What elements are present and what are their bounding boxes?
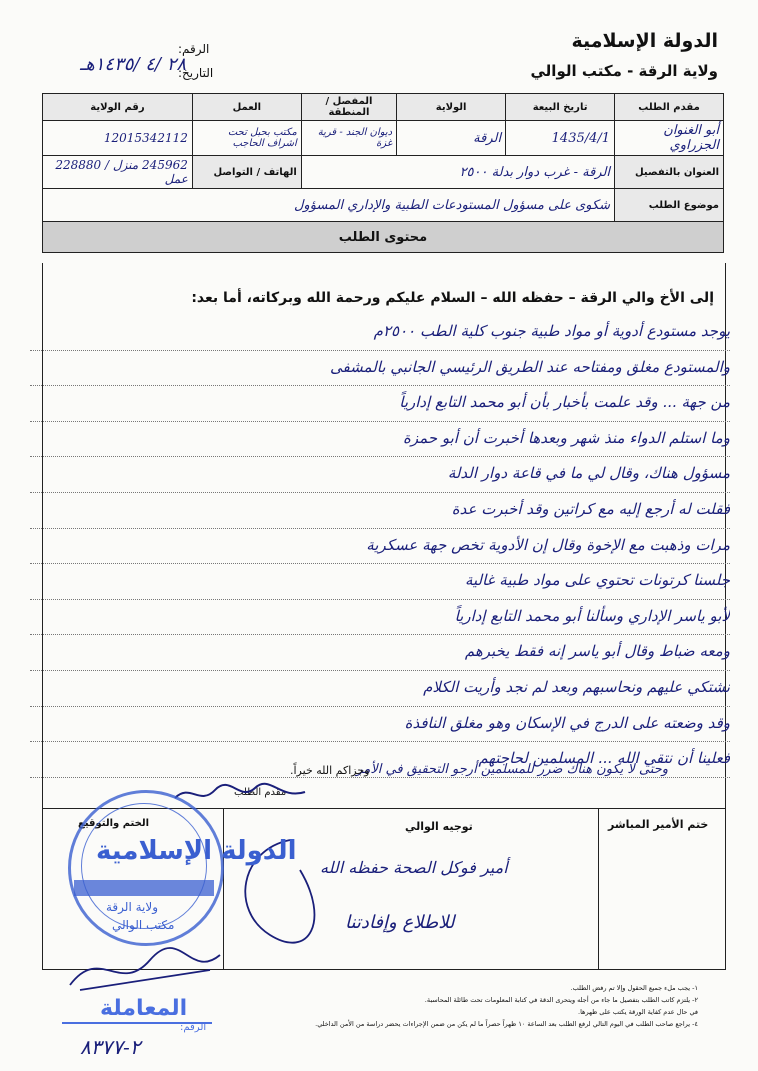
stamp-region: ولاية الرقة: [106, 900, 159, 914]
letter-line: نشتكي عليهم ونحاسبهم وبعد لم نجد وأريت الكلام: [30, 671, 730, 707]
footnote: في حال عدم كفاية الورقة يكتب على ظهرها.: [578, 1008, 698, 1016]
letter-body: [30, 315, 730, 778]
footnote: ٢- يلتزم كاتب الطلب بتفصيل ما جاء من أجله ويتحرى الدقة في كتابة المعلومات تحت طائلة المحاسبة.: [424, 996, 698, 1004]
letter-line: ومعه ضباط وقال أبو ياسر إنه فقط يخبرهم: [30, 635, 730, 671]
pledge-date-value: 1435/4/1: [506, 121, 615, 156]
footnote: ٤- يراجع صاحب الطلب في اليوم التالي لرفع الطلب بعد الساعة ١٠ ظهراً حصراً ما لم يكن من ضمن الإجراءات يحضر دراسة من الأمن الداخلي.: [315, 1020, 698, 1028]
date-label: التاريخ:: [178, 66, 214, 80]
table-row: [43, 121, 724, 156]
phone-value: 245962 منزل / 228880 عمل: [43, 156, 193, 189]
closing-text: وجزاكم الله خيراً.: [290, 764, 370, 777]
request-table: [42, 93, 724, 253]
subject-row: [43, 189, 724, 222]
letter-line: لأبو ياسر الإداري وسألنا أبو محمد التابع إدارياً: [30, 600, 730, 636]
header-district: المفصل / المنطقة: [301, 94, 396, 121]
date-value: ٢٨ /٤ /١٤٣٥هـ: [80, 54, 187, 75]
content-title-row: [43, 222, 724, 253]
letter-line: والمستودع مغلق ومفتاحه عند الطريق الرئيسي الجانبي بالمشفى: [30, 351, 730, 387]
wilayah-number-value: 12015342112: [43, 121, 193, 156]
letter-line: وما استلم الدواء منذ شهر وبعدها أخبرت أن أبو حمزة: [30, 422, 730, 458]
footnotes: [258, 982, 698, 1030]
letter-line: مرات وذهبت مع الإخوة وقال إن الأدوية تخص جهة عسكرية: [30, 529, 730, 565]
letter-line: فعلينا أن نتقي الله ... المسلمين لحاجتهم: [30, 742, 730, 778]
stamp-office: مكتب الوالي: [112, 918, 175, 932]
phone-label: الهاتف / التواصل: [192, 156, 301, 189]
letter-line: فقلت له أرجع إليه مع كراتين وقد أخبرت عدة: [30, 493, 730, 529]
subject-value: شكوى على مسؤول المستودعات الطبية والإداري المسؤول: [43, 189, 615, 222]
emir-seal-label: ختم الأمير المباشر: [608, 818, 709, 831]
work-value: مكتب بحبل تحت اشراف الحاجب: [192, 121, 301, 156]
district-value: ديوان الجند - قرية غزة: [301, 121, 396, 156]
address-value: الرقة - غرب دوار بدلة ٢٥٠٠: [301, 156, 614, 189]
transaction-stamp: المعاملة: [100, 996, 188, 1021]
salutation: إلى الأخ والي الرقة – حفظه الله – السلام عليكم ورحمة الله وبركاته، أما بعد:: [191, 290, 714, 306]
applicant-signature-label: مقدم الطلب: [234, 787, 287, 798]
header-work: العمل: [192, 94, 301, 121]
letter-line: جلسنا كرتونات تحتوي على مواد طبية غالية: [30, 564, 730, 600]
stamp-emblem-text: الدولة الإسلامية: [96, 836, 297, 866]
letter-line: يوجد مستودع أدوية أو مواد طبية جنوب كلية الطب ٢٥٠٠م: [30, 315, 730, 351]
header-pledge-date: تاريخ البيعة: [506, 94, 615, 121]
letter-line: وقد وضعته على الدرج في الإسكان وهو مغلق النافذة: [30, 707, 730, 743]
governor-directive-label: توجيه الوالي: [405, 820, 473, 833]
official-signature: [60, 940, 230, 1000]
header-applicant: مقدم الطلب: [615, 94, 724, 121]
wilayah-value: الرقة: [397, 121, 506, 156]
letter-line: مسؤول هناك، وقال لي ما في قاعة دوار الدلة: [30, 457, 730, 493]
branch-title: ولاية الرقة - مكتب الوالي: [530, 62, 718, 80]
address-row: [43, 156, 724, 189]
transaction-number-label: الرقم:: [180, 1022, 207, 1033]
letter-line: من جهة ... وقد علمت بأخبار بأن أبو محمد التابع إدارياً: [30, 386, 730, 422]
subject-label: موضوع الطلب: [615, 189, 724, 222]
directive-line-2: للاطلاع وإفادتنا: [345, 912, 455, 933]
organization-title: الدولة الإسلامية: [571, 30, 718, 52]
stamp-band: [74, 880, 214, 896]
table-header-row: [43, 94, 724, 121]
header-wilayah-number: رقم الولاية: [43, 94, 193, 121]
content-title: محتوى الطلب: [43, 222, 724, 253]
footnote: ١- يجب ملء جميع الحقول وإلا تم رفض الطلب.: [570, 984, 698, 992]
header-wilayah: الولاية: [397, 94, 506, 121]
applicant-value: أبو الغنوان الجزراوي: [615, 121, 724, 156]
letter-line-final: وحتى لا يكون هناك ضرر للمسلمين أرجو التحقيق في الأمر: [356, 762, 668, 777]
address-label: العنوان بالتفصيل: [615, 156, 724, 189]
reference-label: الرقم:: [178, 42, 210, 56]
transaction-number: ٢-٨٣٧٧: [80, 1035, 141, 1059]
directive-line-1: أمير فوكل الصحة حفظه الله: [320, 858, 508, 877]
stamp-signature-label: الختم والتوقيع: [78, 818, 150, 829]
section-divider: [598, 809, 599, 969]
